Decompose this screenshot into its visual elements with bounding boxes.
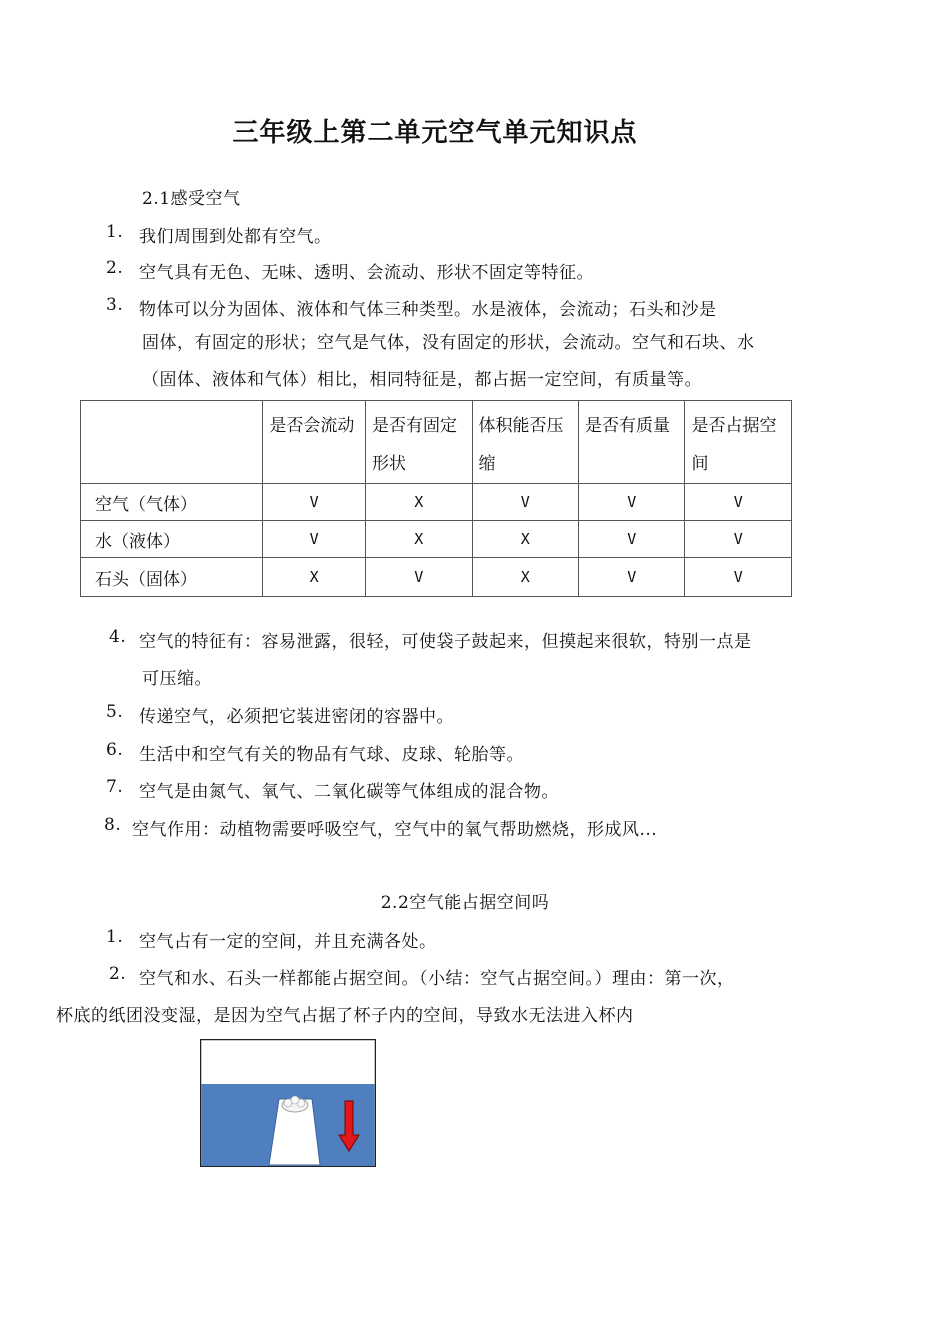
list-item-text: （固体、液体和气体）相比，相同特征是，都占据一定空间，有质量等。 bbox=[142, 370, 702, 390]
list-item-num: 1. bbox=[106, 927, 124, 947]
table-cell: X bbox=[472, 558, 578, 597]
list-item-text: 我们周围到处都有空气。 bbox=[139, 227, 332, 247]
properties-table bbox=[80, 400, 792, 597]
table-cell: V bbox=[579, 558, 685, 597]
table-header-cell: 是否有质量 bbox=[579, 401, 685, 484]
table-cell: V bbox=[685, 484, 792, 521]
table-cell: X bbox=[366, 521, 472, 558]
table-row-label: 水（液体） bbox=[81, 521, 263, 558]
table-cell: V bbox=[263, 521, 366, 558]
list-item-num: 6. bbox=[106, 740, 124, 760]
table-cell: X bbox=[263, 558, 366, 597]
table-cell: V bbox=[366, 558, 472, 597]
table-cell: V bbox=[263, 484, 366, 521]
table-header-cell: 是否会流动 bbox=[263, 401, 366, 484]
list-item-num: 5. bbox=[106, 702, 124, 722]
experiment-illustration bbox=[200, 1039, 376, 1167]
list-item-num: 1. bbox=[106, 222, 124, 242]
list-item-num: 8. bbox=[104, 815, 122, 835]
list-item-num: 2. bbox=[109, 964, 127, 984]
table-row-label: 石头（固体） bbox=[81, 558, 263, 597]
table-header-cell: 体积能否压缩 bbox=[472, 401, 578, 484]
section-heading-2-2: 2.2空气能占据空间吗 bbox=[380, 893, 550, 913]
list-item-text: 空气占有一定的空间，并且充满各处。 bbox=[139, 932, 437, 952]
list-item-text: 空气的特征有：容易泄露，很轻，可使袋子鼓起来，但摸起来很软，特别一点是 bbox=[139, 632, 752, 652]
table-row bbox=[81, 484, 792, 521]
table-header-row bbox=[81, 401, 792, 484]
list-item-text: 空气是由氮气、氧气、二氧化碳等气体组成的混合物。 bbox=[139, 782, 559, 802]
section-heading-2-1: 2.1感受空气 bbox=[142, 189, 241, 209]
table-cell: V bbox=[685, 558, 792, 597]
list-item-text: 空气和水、石头一样都能占据空间。（小结：空气占据空间。）理由：第一次， bbox=[139, 969, 735, 989]
list-item-num: 4. bbox=[109, 627, 127, 647]
table-row bbox=[81, 558, 792, 597]
table-corner-cell bbox=[81, 401, 263, 484]
table-cell: V bbox=[685, 521, 792, 558]
list-item-num: 2. bbox=[106, 258, 124, 278]
table-cell: V bbox=[579, 484, 685, 521]
table-cell: X bbox=[472, 521, 578, 558]
list-item-text: 物体可以分为固体、液体和气体三种类型。水是液体，会流动；石头和沙是 bbox=[139, 300, 717, 320]
list-item-text: 生活中和空气有关的物品有气球、皮球、轮胎等。 bbox=[139, 745, 524, 765]
list-item-text: 传递空气，必须把它装进密闭的容器中。 bbox=[139, 707, 454, 727]
table-row bbox=[81, 521, 792, 558]
list-item-text: 空气作用：动植物需要呼吸空气，空气中的氧气帮助燃烧，形成风... bbox=[132, 820, 658, 840]
list-item-text: 可压缩。 bbox=[142, 669, 212, 689]
table-cell: X bbox=[366, 484, 472, 521]
table-row-label: 空气（气体） bbox=[81, 484, 263, 521]
experiment-figure bbox=[200, 1039, 376, 1167]
list-item-text: 空气具有无色、无味、透明、会流动、形状不固定等特征。 bbox=[139, 263, 594, 283]
list-item-text: 固体，有固定的形状；空气是气体，没有固定的形状，会流动。空气和石块、水 bbox=[142, 333, 755, 353]
table-header-cell: 是否有固定形状 bbox=[366, 401, 472, 484]
list-item-num: 3. bbox=[106, 295, 124, 315]
table-cell: V bbox=[472, 484, 578, 521]
list-item-num: 7. bbox=[106, 777, 124, 797]
table-cell: V bbox=[579, 521, 685, 558]
table-header-cell: 是否占据空间 bbox=[685, 401, 792, 484]
list-item-text: 杯底的纸团没变湿，是因为空气占据了杯子内的空间，导致水无法进入杯内 bbox=[56, 1006, 634, 1026]
page-title: 三年级上第二单元空气单元知识点 bbox=[232, 118, 638, 148]
